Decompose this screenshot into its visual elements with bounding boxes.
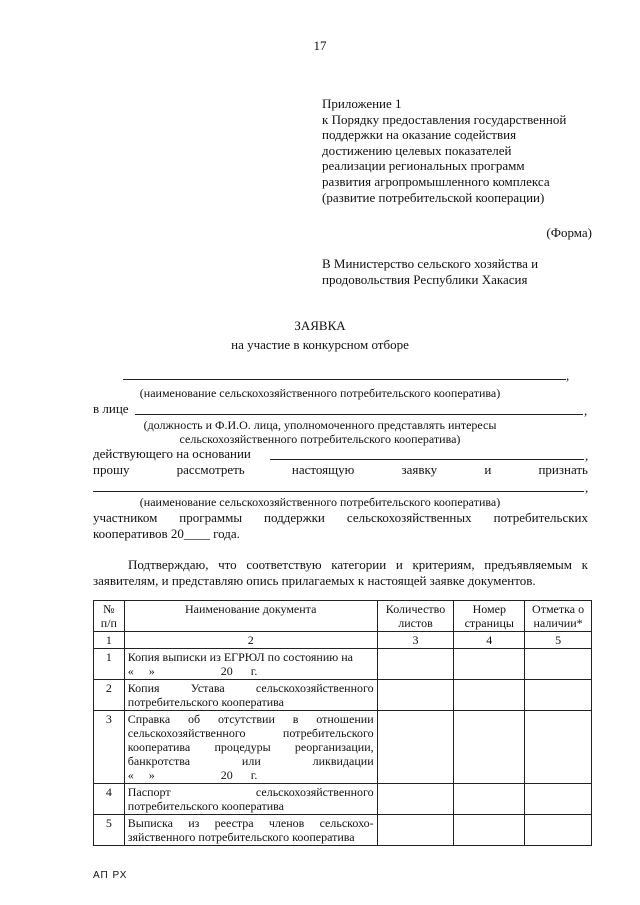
- row-document: Справка об отсутствии в отношении сельскохозяйственного потребительского кооператива процедуры реорганизации, банкротства или ликвидации « » 20 г.: [124, 711, 377, 784]
- footer-code: АП РХ: [93, 870, 128, 881]
- coop-name-line-2: [93, 491, 584, 492]
- row-page[interactable]: [454, 649, 525, 680]
- row-page[interactable]: [454, 680, 525, 711]
- column-number: 1: [94, 632, 125, 649]
- document-subtitle: на участие в конкурсном отборе: [231, 337, 409, 352]
- row-mark[interactable]: [525, 649, 592, 680]
- row-document: Копия выписки из ЕГРЮЛ по состоянию на « » 20 г.: [124, 649, 377, 680]
- column-number: 4: [454, 632, 525, 649]
- request-word: и: [484, 462, 492, 477]
- request-word: настоящую: [291, 462, 355, 477]
- header-page: Номер страницы: [454, 601, 525, 632]
- table-row: [94, 649, 592, 680]
- person-caption: (должность и Ф.И.О. лица, уполномоченного представлять интересы: [143, 418, 497, 432]
- column-number: 5: [525, 632, 592, 649]
- column-number-row: [94, 632, 592, 649]
- participant-line: [93, 510, 588, 526]
- table-row: [94, 784, 592, 815]
- header-num: № п/п: [94, 601, 125, 632]
- page-number: 17: [313, 38, 327, 53]
- table-row: [94, 711, 592, 784]
- recipient: [322, 256, 538, 287]
- row-mark[interactable]: [525, 711, 592, 784]
- row-sheets[interactable]: [377, 649, 454, 680]
- table-header-row: [94, 601, 592, 632]
- appendix-line: Приложение 1: [322, 96, 402, 111]
- row-sheets[interactable]: [377, 815, 454, 846]
- appendix-line: к Порядку предоставления государственной: [322, 111, 567, 127]
- coop-name-caption-2: (наименование сельскохозяйственного потребительского кооператива): [139, 495, 501, 509]
- person-caption: сельскохозяйственного потребительского кооператива): [179, 432, 461, 446]
- confirmation-text: Подтверждаю, что соответствую категории и критериям, предъявляемым к заявителям, и представляю опись прилагаемых к настоящей заявке документов.: [93, 557, 588, 588]
- appendix-header: [322, 96, 612, 205]
- row-document: Выписка из реестра членов сельскохо- зяйственного потребительского кооператива: [124, 815, 377, 846]
- column-number: 2: [124, 632, 377, 649]
- request-word: заявку: [401, 462, 438, 477]
- request-word: признать: [538, 462, 588, 477]
- participant-year: кооперативов 20____ года.: [93, 526, 240, 541]
- coop-name-caption: (наименование сельскохозяйственного потребительского кооператива): [139, 386, 501, 400]
- documents-table: [93, 600, 592, 846]
- appendix-line: достижению целевых показателей: [322, 142, 512, 158]
- row-num: 3: [94, 711, 125, 784]
- row-sheets[interactable]: [377, 784, 454, 815]
- row-document: Паспорт сельскохозяйственного потребительского кооператива: [124, 784, 377, 815]
- table-row: [94, 815, 592, 846]
- appendix-line: (развитие потребительской кооперации): [322, 189, 545, 205]
- row-mark[interactable]: [525, 784, 592, 815]
- appendix-line: развития агропромышленного комплекса: [322, 173, 550, 189]
- header-mark: Отметка о наличии*: [525, 601, 592, 632]
- participant-text: участником программы поддержки сельскохозяйственных потребительских: [93, 510, 588, 525]
- request-row: [93, 462, 588, 478]
- form-label: (Форма): [546, 225, 592, 240]
- coop-name-line: [123, 379, 566, 380]
- row-page[interactable]: [454, 815, 525, 846]
- person-line: [135, 414, 583, 415]
- appendix-line: реализации региональных программ: [322, 158, 525, 174]
- column-number: 3: [377, 632, 454, 649]
- recipient-line: В Министерство сельского хозяйства и: [322, 256, 539, 271]
- document-title: ЗАЯВКА: [294, 318, 346, 333]
- appendix-line: поддержки на оказание содействия: [322, 127, 517, 143]
- row-mark[interactable]: [525, 680, 592, 711]
- basis-label: действующего на основании: [93, 446, 251, 461]
- recipient-line: продовольствия Республики Хакасия: [322, 271, 528, 287]
- request-word: прошу: [93, 462, 130, 477]
- header-sheets: Количество листов: [377, 601, 454, 632]
- row-page[interactable]: [454, 784, 525, 815]
- row-num: 5: [94, 815, 125, 846]
- table-row: [94, 680, 592, 711]
- basis-line: [270, 459, 584, 460]
- row-page[interactable]: [454, 711, 525, 784]
- row-num: 2: [94, 680, 125, 711]
- in-person-label: в лице: [93, 401, 129, 416]
- row-num: 1: [94, 649, 125, 680]
- row-mark[interactable]: [525, 815, 592, 846]
- row-document: Копия Устава сельскохозяйственного потребительского кооператива: [124, 680, 377, 711]
- row-sheets[interactable]: [377, 711, 454, 784]
- row-sheets[interactable]: [377, 680, 454, 711]
- request-word: рассмотреть: [176, 462, 245, 477]
- header-name: Наименование документа: [124, 601, 377, 632]
- row-num: 4: [94, 784, 125, 815]
